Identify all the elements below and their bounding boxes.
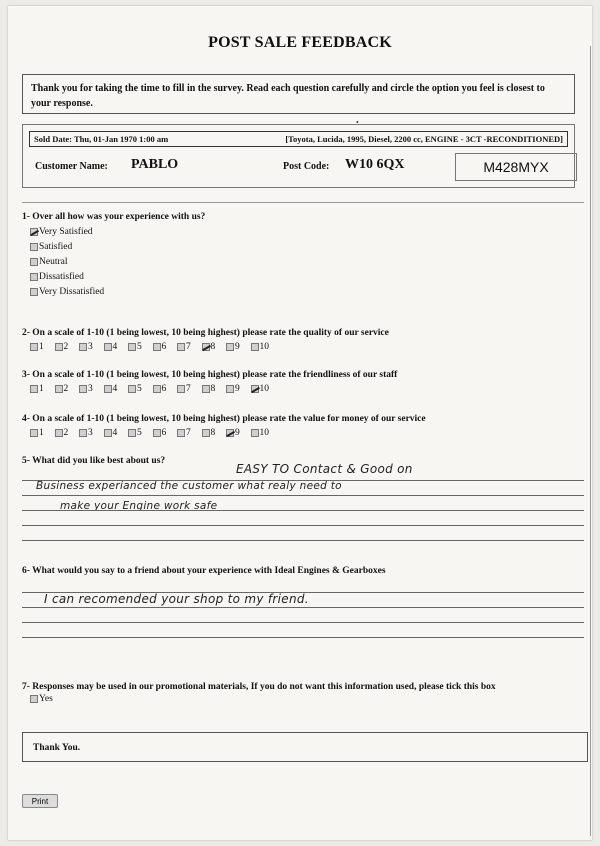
scale-option[interactable] bbox=[79, 342, 104, 352]
scale-option[interactable] bbox=[251, 384, 276, 394]
scale-checkbox[interactable] bbox=[226, 385, 234, 393]
scale-option[interactable] bbox=[226, 342, 251, 352]
dot-mark: • bbox=[356, 118, 359, 127]
scale-checkbox[interactable] bbox=[79, 429, 87, 437]
question-1-option[interactable] bbox=[30, 242, 72, 252]
question-3: 3- On a scale of 1-10 (1 being lowest, 10 being highest) please rate the friendliness of our staff bbox=[22, 370, 398, 380]
vehicle-details: [Toyota, Lucida, 1995, Diesel, 2200 cc, ENGINE - 3CT -RECONDITIONED] bbox=[285, 134, 563, 144]
question-6: 6- What would you say to a friend about your experience with Ideal Engines & Gearboxes bbox=[22, 566, 386, 576]
scale-option[interactable] bbox=[251, 342, 276, 352]
scale-option[interactable] bbox=[177, 384, 202, 394]
scale-option[interactable] bbox=[30, 384, 55, 394]
scale-checkbox[interactable] bbox=[153, 343, 161, 351]
scale-label: 3 bbox=[88, 384, 93, 394]
scale-option[interactable] bbox=[153, 428, 178, 438]
scale-checkbox[interactable] bbox=[55, 429, 63, 437]
scale-option[interactable] bbox=[30, 428, 55, 438]
scale-label: 6 bbox=[161, 342, 167, 352]
page-edge bbox=[590, 46, 591, 836]
scale-label: 8 bbox=[210, 342, 216, 352]
scale-checkbox[interactable] bbox=[177, 429, 185, 437]
scale-label: 9 bbox=[235, 428, 240, 438]
scale-label: 7 bbox=[186, 342, 191, 352]
scale-option[interactable] bbox=[251, 428, 276, 438]
answer-5-line-2: Business experianced the customer what realy need to bbox=[36, 480, 342, 492]
postcode: W10 6QX bbox=[345, 157, 405, 172]
yes-label: Yes bbox=[39, 694, 53, 704]
option-label: Dissatisfied bbox=[39, 272, 84, 282]
scale-option[interactable] bbox=[153, 384, 178, 394]
scale-label: 1 bbox=[39, 428, 44, 438]
scale-label: 10 bbox=[259, 342, 269, 352]
scale-label: 5 bbox=[137, 342, 142, 352]
scale-checkbox[interactable] bbox=[202, 429, 210, 437]
option-checkbox[interactable] bbox=[30, 273, 38, 281]
scale-option[interactable] bbox=[177, 342, 202, 352]
scale-checkbox[interactable] bbox=[202, 385, 210, 393]
scale-option[interactable] bbox=[202, 342, 227, 352]
scale-option[interactable] bbox=[55, 428, 80, 438]
answer-6-lines bbox=[22, 592, 584, 652]
scale-option[interactable] bbox=[177, 428, 202, 438]
scale-checkbox[interactable] bbox=[177, 385, 185, 393]
option-checkbox[interactable] bbox=[30, 243, 38, 251]
question-1-option[interactable] bbox=[30, 257, 68, 267]
print-button[interactable]: Print bbox=[22, 794, 58, 808]
divider bbox=[22, 202, 584, 203]
scale-checkbox[interactable] bbox=[30, 429, 38, 437]
scale-option[interactable] bbox=[226, 428, 251, 438]
scale-checkbox[interactable] bbox=[104, 429, 112, 437]
scale-checkbox[interactable] bbox=[226, 429, 234, 437]
scale-checkbox[interactable] bbox=[251, 385, 259, 393]
postcode-label: Post Code: bbox=[283, 161, 330, 172]
question-3-scale bbox=[30, 384, 275, 394]
scale-option[interactable] bbox=[104, 384, 129, 394]
scale-label: 2 bbox=[63, 342, 69, 352]
question-1-option[interactable] bbox=[30, 227, 93, 237]
scale-label: 9 bbox=[235, 342, 240, 352]
scale-option[interactable] bbox=[128, 384, 153, 394]
intro-box: Thank you for taking the time to fill in the survey. Read each question carefully and circle the option you feel is closest to your response. bbox=[22, 74, 575, 114]
question-1: 1- Over all how was your experience with us? bbox=[22, 212, 206, 222]
registration-box: M428MYX bbox=[455, 153, 577, 181]
scale-checkbox[interactable] bbox=[177, 343, 185, 351]
scale-label: 7 bbox=[186, 384, 191, 394]
scale-checkbox[interactable] bbox=[251, 343, 259, 351]
scale-label: 1 bbox=[39, 342, 44, 352]
answer-5-lines bbox=[22, 480, 584, 555]
scale-label: 6 bbox=[161, 384, 167, 394]
scale-option[interactable] bbox=[55, 342, 80, 352]
scale-option[interactable] bbox=[79, 384, 104, 394]
scale-checkbox[interactable] bbox=[153, 429, 161, 437]
scale-label: 8 bbox=[210, 384, 216, 394]
scale-option[interactable] bbox=[104, 428, 129, 438]
scale-option[interactable] bbox=[202, 384, 227, 394]
scale-checkbox[interactable] bbox=[226, 343, 234, 351]
scale-checkbox[interactable] bbox=[55, 385, 63, 393]
question-1-option[interactable] bbox=[30, 287, 104, 297]
scale-label: 4 bbox=[112, 428, 118, 438]
scale-label: 1 bbox=[39, 384, 44, 394]
scale-checkbox[interactable] bbox=[104, 385, 112, 393]
question-5: 5- What did you like best about us? bbox=[22, 456, 166, 466]
feedback-form bbox=[8, 6, 592, 840]
scale-option[interactable] bbox=[128, 342, 153, 352]
customer-name: PABLO bbox=[131, 157, 179, 172]
scale-option[interactable] bbox=[55, 384, 80, 394]
scale-checkbox[interactable] bbox=[55, 343, 63, 351]
option-checkbox[interactable] bbox=[30, 288, 38, 296]
scale-checkbox[interactable] bbox=[30, 385, 38, 393]
scale-label: 3 bbox=[88, 342, 93, 352]
scale-checkbox[interactable] bbox=[79, 343, 87, 351]
scale-label: 5 bbox=[137, 428, 142, 438]
scale-label: 2 bbox=[63, 384, 69, 394]
question-2: 2- On a scale of 1-10 (1 being lowest, 10 being highest) please rate the quality of our service bbox=[22, 328, 389, 338]
page-title: POST SALE FEEDBACK bbox=[208, 34, 392, 51]
question-4-scale bbox=[30, 428, 275, 438]
scale-label: 6 bbox=[161, 428, 167, 438]
sale-info-box bbox=[22, 124, 575, 188]
scale-checkbox[interactable] bbox=[30, 343, 38, 351]
option-checkbox[interactable] bbox=[30, 228, 38, 236]
scale-label: 3 bbox=[88, 428, 93, 438]
yes-checkbox[interactable] bbox=[30, 695, 38, 703]
sold-date: Sold Date: Thu, 01-Jan 1970 1:00 am bbox=[34, 134, 169, 144]
option-yes[interactable] bbox=[30, 694, 53, 704]
thank-you-box: Thank You. bbox=[22, 732, 588, 762]
scale-checkbox[interactable] bbox=[153, 385, 161, 393]
scale-checkbox[interactable] bbox=[128, 429, 136, 437]
question-4: 4- On a scale of 1-10 (1 being lowest, 10 being highest) please rate the value for money of our service bbox=[22, 414, 426, 424]
scale-option[interactable] bbox=[153, 342, 178, 352]
scale-checkbox[interactable] bbox=[202, 343, 210, 351]
option-checkbox[interactable] bbox=[30, 258, 38, 266]
answer-5-line-3: make your Engine work safe bbox=[60, 500, 218, 512]
answer-5-line-1: EASY TO Contact & Good on bbox=[236, 462, 413, 476]
scale-label: 5 bbox=[137, 384, 142, 394]
scale-label: 4 bbox=[112, 342, 118, 352]
option-label: Very Satisfied bbox=[39, 227, 93, 237]
scale-label: 10 bbox=[259, 428, 269, 438]
scale-option[interactable] bbox=[30, 342, 55, 352]
question-7: 7- Responses may be used in our promotional materials, If you do not want this information used, please tick this box bbox=[22, 682, 496, 692]
question-2-scale bbox=[30, 342, 275, 352]
scale-checkbox[interactable] bbox=[128, 385, 136, 393]
scale-checkbox[interactable] bbox=[251, 429, 259, 437]
scale-option[interactable] bbox=[226, 384, 251, 394]
customer-name-label: Customer Name: bbox=[35, 161, 108, 172]
scale-checkbox[interactable] bbox=[79, 385, 87, 393]
scale-label: 4 bbox=[112, 384, 118, 394]
scale-label: 7 bbox=[186, 428, 191, 438]
option-label: Neutral bbox=[39, 257, 68, 267]
scale-option[interactable] bbox=[79, 428, 104, 438]
question-1-option[interactable] bbox=[30, 272, 84, 282]
option-label: Satisfied bbox=[39, 242, 73, 252]
scale-checkbox[interactable] bbox=[104, 343, 112, 351]
sale-details-row bbox=[29, 131, 568, 147]
scale-label: 10 bbox=[259, 384, 269, 394]
scale-option[interactable] bbox=[104, 342, 129, 352]
scale-label: 8 bbox=[210, 428, 216, 438]
option-label: Very Dissatisfied bbox=[39, 287, 105, 297]
scale-option[interactable] bbox=[128, 428, 153, 438]
answer-6-line-1: I can recomended your shop to my friend. bbox=[44, 592, 309, 606]
scale-label: 2 bbox=[63, 428, 69, 438]
scale-label: 9 bbox=[235, 384, 240, 394]
scale-checkbox[interactable] bbox=[128, 343, 136, 351]
scale-option[interactable] bbox=[202, 428, 227, 438]
